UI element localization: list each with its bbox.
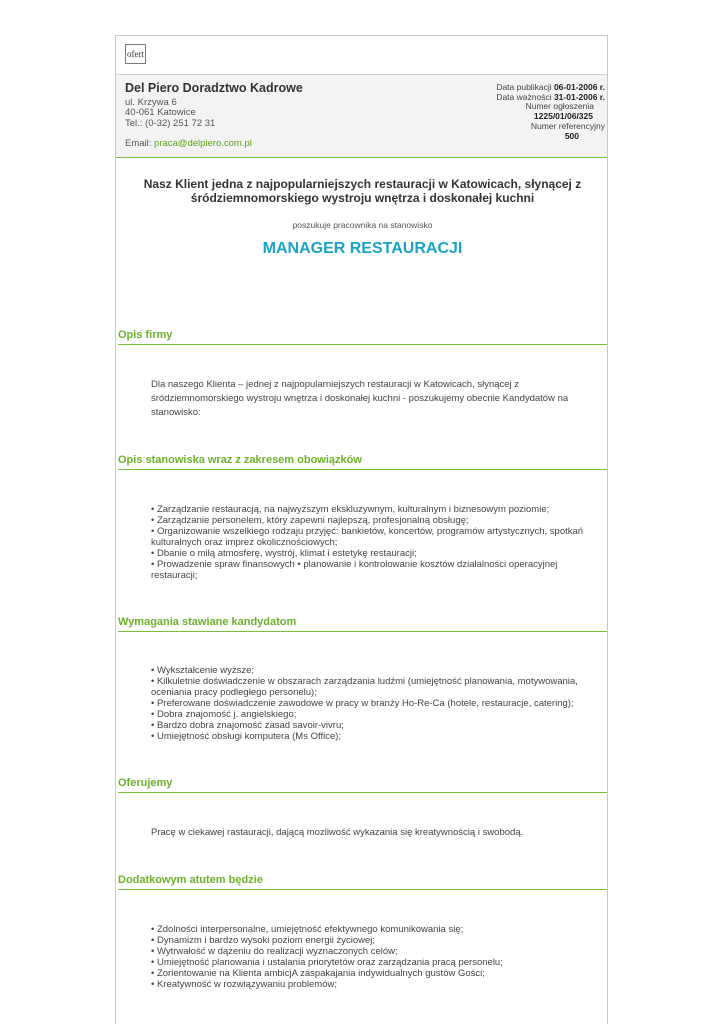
list-item: • Preferowane doświadczenie zawodowe w pracy w branży Ho-Re-Ca (hotele, restauracje, catering); xyxy=(151,698,574,709)
reference-number: 500 xyxy=(564,131,579,141)
publication-date: Data publikacji 06-01-2006 r. xyxy=(496,82,605,92)
company-logo: ofert xyxy=(125,44,146,64)
reference-label: Numer referencyjny xyxy=(530,121,605,131)
ad-number: 1225/01/06/325 xyxy=(533,111,593,121)
list-item: • Wykształcenie wyższe; xyxy=(151,665,255,676)
list-item: • Prowadzenie spraw finansowych • planowanie i kontrolowanie kosztów działalności operacyjnej restauracji; xyxy=(151,559,558,581)
list-item: • Dobra znajomość j. angielskiego; xyxy=(151,709,297,720)
list-item: • Zorientowanie na Klienta ambicjA zaspakajania indywidualnych gustów Gości; xyxy=(151,968,485,979)
requirements-list xyxy=(151,665,596,742)
section-heading-duties: Opis stanowiska wraz z zakresem obowiązków xyxy=(118,454,607,470)
email-link[interactable]: praca@delpiero.com.pl xyxy=(154,138,252,149)
list-item: • Zarządzanie personelem, który zapewni najlepszą, profesjonalną obsługę; xyxy=(151,515,469,526)
list-item: • Kreatywność w rozwiązywaniu problemów; xyxy=(151,979,338,990)
section-heading-company: Opis firmy xyxy=(118,329,607,345)
company-city: 40-061 Katowice xyxy=(125,107,196,118)
list-item: • Dbanie o miłą atmosferę, wystrój, klimat i estetykę restauracji; xyxy=(151,548,417,559)
list-item: • Bardzo dobra znajomość zasad savoir-vivru; xyxy=(151,720,344,731)
email-label: Email: xyxy=(125,138,155,149)
list-item: • Zarządzanie restauracją, na najwyższym ekskluzywnym, kulturalnym i biznesowym poziomie; xyxy=(151,504,550,515)
section-heading-requirements: Wymagania stawiane kandydatom xyxy=(118,616,607,632)
list-item: • Kilkuletnie doświadczenie w obszarach zarządzania ludźmi (umiejętność planowania, motywowania, oceniania pracy podległego personelu); xyxy=(151,676,578,698)
bonus-list xyxy=(151,924,601,990)
duties-list xyxy=(151,504,601,581)
ad-number-label: Numer ogłoszenia xyxy=(525,101,594,111)
seeks-text: poszukuje pracownika na stanowisko xyxy=(292,220,433,230)
job-title: MANAGER RESTAURACJI xyxy=(262,240,463,257)
company-phone: Tel.: (0-32) 251 72 31 xyxy=(125,118,216,129)
offer-text: Pracę w ciekawej rastauracji, dającą mozliwość wykazania się kreatywnością i swobodą. xyxy=(151,827,524,838)
company-description: Dla naszego Klienta – jednej z najpopularniejszych restauracji w Katowicach, słynącej z śródziemnomorskiego wystroju wnętrza i doskonałej kuchni - poszukujemy obecnie Kandydatów na stanowisko: xyxy=(151,379,569,418)
validity-date: Data ważności 31-01-2006 r. xyxy=(496,92,605,102)
company-email-line xyxy=(125,138,252,149)
list-item: • Dynamizm i bardzo wysoki poziom energii życiowej; xyxy=(151,935,376,946)
list-item: • Wytrwałość w dążeniu do realizacji wyznaczonych celów; xyxy=(151,946,398,957)
list-item: • Umiejętność planowania i ustalania priorytetów oraz zarządzania pracą personelu; xyxy=(151,957,503,968)
section-heading-bonus: Dodatkowym atutem będzie xyxy=(118,874,607,890)
intro-headline: Nasz Klient jedna z najpopularniejszych restauracji w Katowicach, słynącej z śródziemnomorskiego wystroju wnętrza i doskonałej kuchni xyxy=(143,177,582,205)
list-item: • Zdolności interpersonalne, umiejętność efektywnego komunikowania się; xyxy=(151,924,464,935)
company-street: ul. Krzywa 6 xyxy=(125,97,177,108)
list-item: • Organizowanie wszelkiego rodzaju przyjęć: bankietów, koncertów, programów artystycznych, spotkań kulturalnych oraz imprez okolicznościowych; xyxy=(151,526,584,548)
list-item: • Umiejętność obsługi komputera (Ms Office); xyxy=(151,731,342,742)
company-name: Del Piero Doradztwo Kadrowe xyxy=(125,81,303,95)
section-heading-offer: Oferujemy xyxy=(118,777,607,793)
